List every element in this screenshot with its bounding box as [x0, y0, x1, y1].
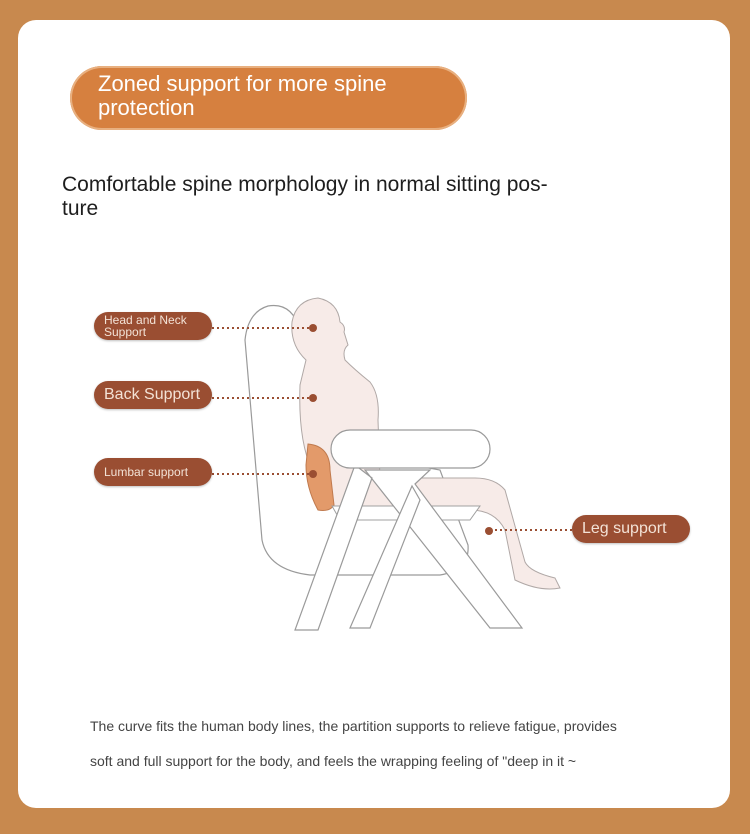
- leader-back-dot: [309, 394, 317, 402]
- label-lumbar-support: Lumbar support: [94, 458, 212, 486]
- label-back-support: Back Support: [94, 381, 212, 409]
- leader-leg-dot: [485, 527, 493, 535]
- subtitle-line-1: Comfortable spine morphology in normal sitting pos-: [62, 173, 548, 196]
- subtitle-line-2: ture: [62, 197, 99, 220]
- label-head-neck-support: Head and Neck Support: [94, 312, 212, 340]
- chair-armrest: [331, 430, 490, 468]
- caption-line-2: soft and full support for the body, and feels the wrapping feeling of "deep in it ~: [90, 753, 577, 769]
- label-leg-support: Leg support: [572, 515, 690, 543]
- caption-line-1: The curve fits the human body lines, the partition supports to relieve fatigue, provides: [90, 718, 617, 734]
- page-title: Zoned support for more spine protection: [98, 71, 387, 120]
- leader-lumbar-dot: [309, 470, 317, 478]
- leader-head-dot: [309, 324, 317, 332]
